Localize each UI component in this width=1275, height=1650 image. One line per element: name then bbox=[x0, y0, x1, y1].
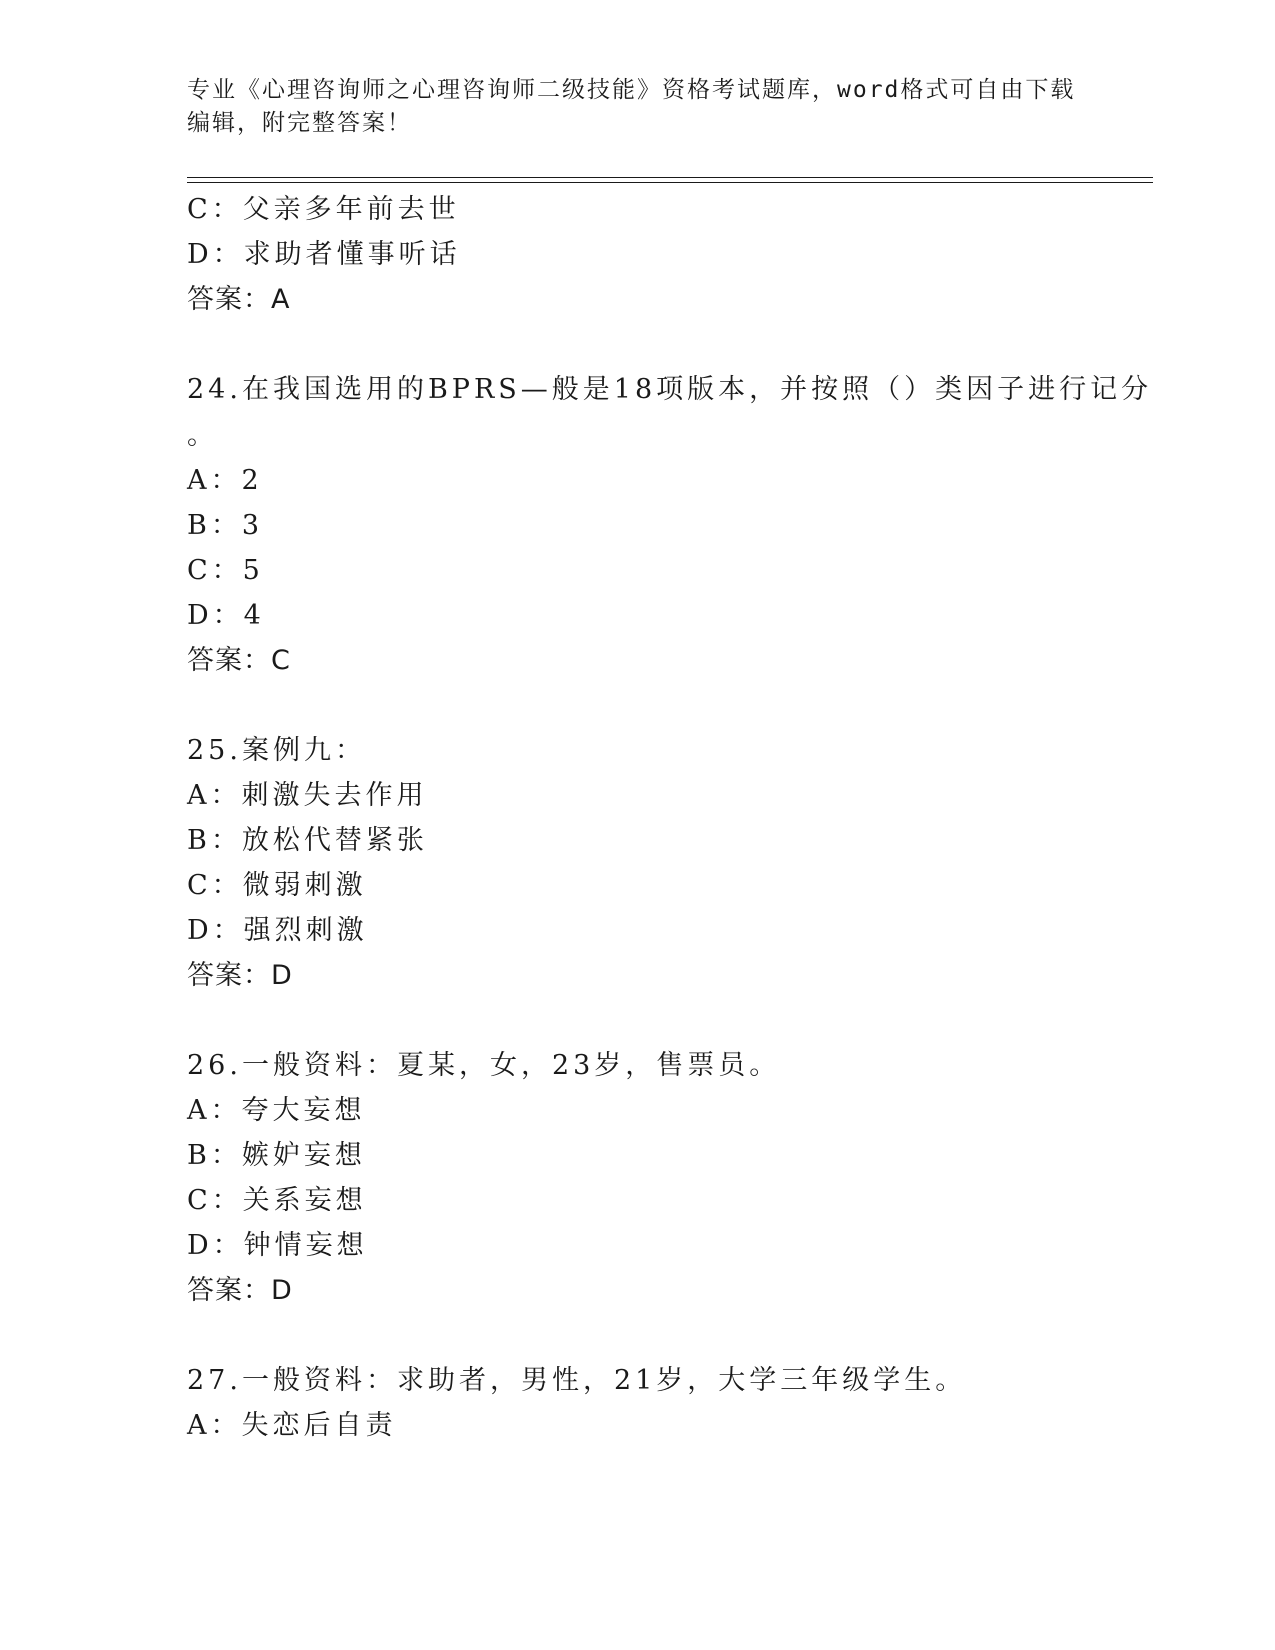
option-c: C：5 bbox=[187, 555, 264, 586]
answer: 答案：D bbox=[187, 1275, 293, 1306]
option-a: A：刺激失去作用 bbox=[187, 780, 428, 811]
question-stem-tail: 。 bbox=[187, 420, 214, 451]
header-line-1: 专业《心理咨询师之心理咨询师二级技能》资格考试题库，word格式可自由下载 bbox=[187, 77, 1076, 103]
answer: 答案：D bbox=[187, 960, 293, 991]
answer: 答案：C bbox=[187, 645, 291, 676]
option-c: C：关系妄想 bbox=[187, 1185, 367, 1216]
option-c: C：微弱刺激 bbox=[187, 870, 367, 901]
question-stem: 25.案例九： bbox=[187, 735, 366, 766]
header-line-2: 编辑，附完整答案！ bbox=[187, 110, 412, 136]
header-divider-bottom bbox=[187, 182, 1153, 183]
answer: 答案：A bbox=[187, 284, 291, 315]
question-stem: 24.在我国选用的BPRS—般是18项版本，并按照（）类因子进行记分 bbox=[187, 374, 1153, 405]
option-d: D：钟情妄想 bbox=[187, 1230, 368, 1261]
question-stem: 26.一般资料：夏某，女，23岁，售票员。 bbox=[187, 1050, 781, 1081]
option-d: D：4 bbox=[187, 600, 265, 631]
header-divider-top bbox=[187, 177, 1153, 178]
option-a: A：失恋后自责 bbox=[187, 1410, 397, 1441]
option-b: B：3 bbox=[187, 510, 264, 541]
option-d: D：求助者懂事听话 bbox=[187, 239, 461, 270]
option-d: D：强烈刺激 bbox=[187, 915, 368, 946]
option-a: A：夸大妄想 bbox=[187, 1095, 366, 1126]
question-stem: 27.一般资料：求助者，男性，21岁，大学三年级学生。 bbox=[187, 1365, 967, 1396]
option-b: B：放松代替紧张 bbox=[187, 825, 428, 856]
option-b: B：嫉妒妄想 bbox=[187, 1140, 366, 1171]
document-header bbox=[187, 74, 1087, 140]
option-c: C：父亲多年前去世 bbox=[187, 194, 460, 225]
option-a: A：2 bbox=[187, 465, 263, 496]
